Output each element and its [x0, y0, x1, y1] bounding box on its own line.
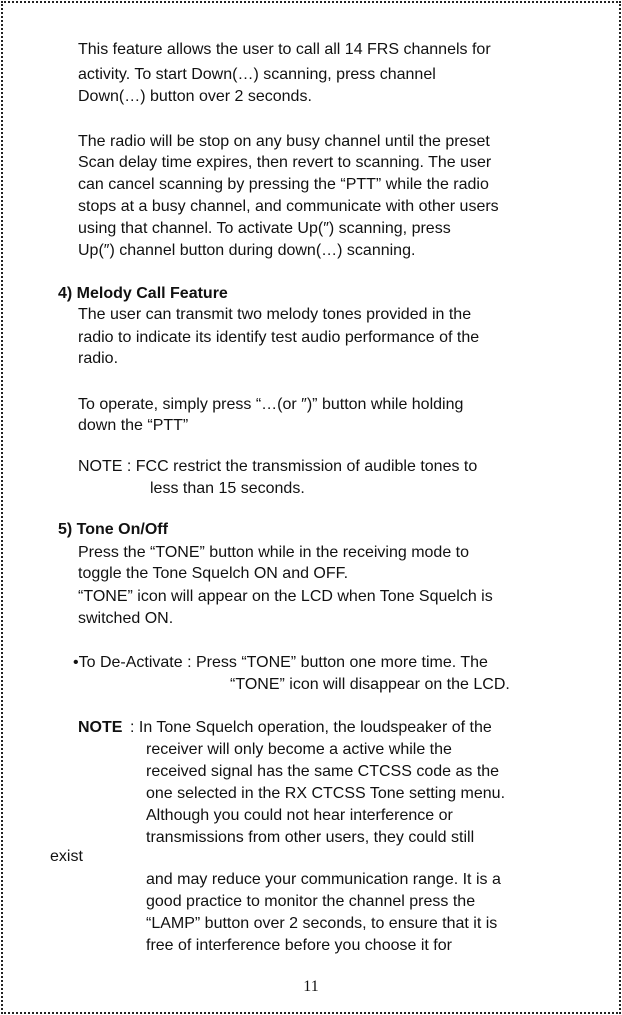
- text-line: down the “PTT”: [78, 417, 189, 434]
- note-line: one selected in the RX CTCSS Tone setting menu.: [146, 785, 506, 802]
- note-line: exist: [50, 848, 83, 865]
- text-line: To operate, simply press “…(or ″)” button while holding: [78, 396, 464, 413]
- text-line: Up(″) channel button during down(…) scanning.: [78, 242, 416, 259]
- note-line: “LAMP” button over 2 seconds, to ensure that it is: [146, 915, 498, 932]
- text-line: using that channel. To activate Up(″) scanning, press: [78, 220, 451, 237]
- note-line: free of interference before you choose it for: [146, 937, 452, 954]
- text-line: The radio will be stop on any busy channel until the preset: [78, 133, 490, 150]
- note-line: NOTE : FCC restrict the transmission of audible tones to: [78, 458, 478, 475]
- section-heading: 4) Melody Call Feature: [58, 285, 228, 302]
- note-line: : In Tone Squelch operation, the loudspeaker of the: [130, 719, 492, 736]
- note-line: received signal has the same CTCSS code as the: [146, 763, 500, 780]
- text-line: stops at a busy channel, and communicate with other users: [78, 198, 499, 215]
- text-line: This feature allows the user to call all 14 FRS channels for: [78, 41, 491, 58]
- text-line: “TONE” icon will appear on the LCD when Tone Squelch is: [78, 588, 493, 605]
- text-line: Down(…) button over 2 seconds.: [78, 88, 312, 105]
- text-line: radio.: [78, 350, 119, 367]
- page-border: [1, 1, 621, 1014]
- note-line: and may reduce your communication range. It is a: [146, 871, 501, 888]
- page-number: 11: [303, 978, 319, 995]
- note-line: Although you could not hear interference or: [146, 807, 453, 824]
- text-line: activity. To start Down(…) scanning, press channel: [78, 66, 436, 83]
- text-line: Scan delay time expires, then revert to scanning. The user: [78, 154, 492, 171]
- text-line: toggle the Tone Squelch ON and OFF.: [78, 565, 349, 582]
- text-line: radio to indicate its identify test audio performance of the: [78, 329, 480, 346]
- note-line: good practice to monitor the channel press the: [146, 893, 476, 910]
- deactivate-line: “TONE” icon will disappear on the LCD.: [230, 676, 510, 693]
- text-line: Press the “TONE” button while in the receiving mode to: [78, 544, 469, 561]
- section-heading: 5) Tone On/Off: [58, 521, 168, 538]
- deactivate-line: •To De-Activate : Press “TONE” button one more time. The: [73, 654, 488, 671]
- note-line: less than 15 seconds.: [150, 480, 305, 497]
- text-line: The user can transmit two melody tones provided in the: [78, 306, 472, 323]
- note-label: NOTE: [78, 719, 123, 736]
- note-line: receiver will only become a active while the: [146, 741, 452, 758]
- text-line: can cancel scanning by pressing the “PTT” while the radio: [78, 176, 489, 193]
- text-line: switched ON.: [78, 610, 174, 627]
- note-line: transmissions from other users, they could still: [146, 829, 475, 846]
